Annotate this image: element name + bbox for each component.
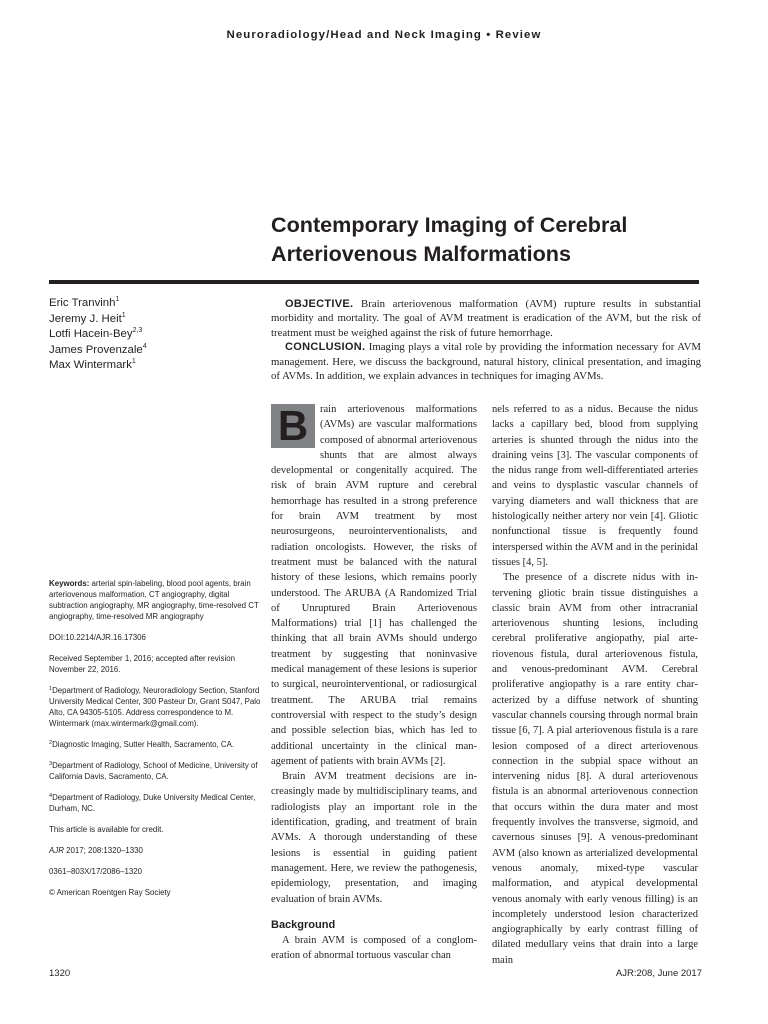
page-number: 1320 <box>49 968 71 979</box>
affiliation-4: $^4$Department of Radiology, Duke University Medical Center, Durham, NC. <box>49 793 256 813</box>
abstract-conclusion-label: CONCLUSION. <box>285 341 366 354</box>
body-paragraph: Brain AVM treatment decisions are increasingly made by multidisciplinary teams, and radiologists play an important role in the identification, grading, and treatment of brain AVMs. A thorough understanding of these lesions is essential in guiding patient management. Here, we review the pathogenesis, epidemiology, presentation, and imaging evaluation of brain AVMs. <box>271 771 477 905</box>
doi: DOI:10.2214/AJR.16.17306 <box>49 633 146 642</box>
section-heading: Background <box>271 918 336 931</box>
body-column-right <box>492 402 698 968</box>
copyright: © American Roentgen Ray Society <box>49 888 171 897</box>
body-paragraph: B rain arteriovenous malformations (AVMs) are vascular malformations composed of abnormal arteriovenous shunts that are almost always developmental or congenitally acquired. The risk of brain AVM rupture and cerebral hemorrhage has resulted in a strong preference for brain AVM treatment by most neurosurgeons, neurointerventionalists, and radiation oncologists. However, the risks of treatment must be balanced with the natural history of these lesions, which remains poorly understood. The ARUBA (A Randomized Trial of Unruptured Brain Arteriovenous Malformations) trial [1] has challenged the thinking that all brain AVMs should undergo treatment by suggesting that noninvasive medical management of these lesions is superior to surgical, neurointerventional, or radiosurgical treatment. The ARUBA trial remains controversial with respect to the study’s design and possible selection bias, which has led to additional uncertainty in the clinical management of patients with brain AVMs [2]. <box>271 402 477 767</box>
affiliation-2: $^2$Diagnostic Imaging, Sutter Health, Sacramento, CA. <box>49 740 235 749</box>
affiliation-3: $^3$Department of Radiology, School of Medicine, University of California Davis, Sacramento, CA. <box>49 761 258 781</box>
article-info-sidebar <box>49 578 261 908</box>
body-paragraph: nels referred to as a nidus. Because the nidus lacks a capillary bed, blood from supplying arteries is shunted through the nidus into the draining veins [3]. The vascular components of the nidus range from well-differentiated arteries and veins to dysplastic vascular channels of varying diameters and wall thickness that are histologically neither artery nor vein [4]. Gliotic nonfunctional tissue is frequently found interspersed within the AVM and in the perinidal tissues [4, 5]. <box>492 404 698 568</box>
author: James Provenzale$^4$ <box>49 342 147 356</box>
title-divider <box>49 280 699 284</box>
author: Jeremy J. Heit$^1$ <box>49 311 126 325</box>
journal-issue: AJR:208, June 2017 <box>615 968 702 979</box>
article-title <box>271 210 731 268</box>
article-title-line-1: Contemporary Imaging of Cerebral <box>271 212 628 237</box>
citation: AJR 2017; 208:1320–1330 <box>49 846 143 855</box>
abstract-conclusion: CONCLUSION. Imaging plays a vital role by providing the information necessary for AVM management. Here, we discuss the background, natural history, clinical presentation, and imaging of AVMs. In addition, we explain advances in techniques for imaging AVMs. <box>271 341 701 383</box>
body-paragraph: A brain AVM is composed of a conglomeration of abnormal tortuous vascular chan <box>271 934 477 962</box>
abstract <box>271 297 701 383</box>
received-date: Received September 1, 2016; accepted after revision November 22, 2016. <box>49 654 235 674</box>
running-head: Neuroradiology/Head and Neck Imaging • Review <box>226 29 542 41</box>
issn: 0361–803X/17/2086–1320 <box>49 867 143 876</box>
credit-note: This article is available for credit. <box>49 825 164 834</box>
article-title-line-2: Arteriovenous Malformations <box>271 241 571 266</box>
abstract-objective: OBJECTIVE. Brain arteriovenous malformation (AVM) rupture results in substantial morbidity and mortality. The goal of AVM treatment is eradication of the AVM, but the risk of treatment must be weighed against the risk of future hemorrhage. <box>271 298 701 339</box>
drop-cap: B <box>271 404 315 448</box>
author: Eric Tranvinh$^1$ <box>49 296 120 309</box>
author-list <box>49 296 249 374</box>
keywords: Keywords: arterial spin-labeling, blood pool agents, brain arteriovenous malformation, CT angiography, digital subtraction angiography, MR angiography, time-resolved CT angiography, time-resolved MR angiography <box>49 579 259 621</box>
author: Lotfi Hacein-Bey$^{2,3}$ <box>49 327 143 341</box>
author: Max Wintermark$^1$ <box>49 358 136 372</box>
body-column-left <box>271 402 477 963</box>
abstract-objective-label: OBJECTIVE. <box>285 298 354 310</box>
body-paragraph: The presence of a discrete nidus with intervening gliotic brain tissue distinguishes a classic brain AVM from other intracranial arteriovenous shunting lesions, including cerebral proliferative angiopathy, pial arteriovenous fistula, dural arteriovenous fistula, and venous-predominant AVM. Cerebral proliferative angiopathy is a rare entity characterized by a diffuse network of shunting vascular channels coursing through normal brain tissue [6, 7]. A pial arteriovenous fistula is a rare lesion composed of a direct arteriovenous connection in the subpial space without an intervening nidus [8]. A dural arteriovenous fistula is an abnormal arteriovenous connection that occurs within the dura mater and most frequently involves the transverse, sigmoid, and cavernous sinuses [9]. A venous-predominant AVM (also known as arterialized developmental venous anomaly, mixed-type vascular malformation, and atypical developmental venous anomaly with early venous filling) is an incompletely understood lesion characterized angiographically by early contrast filling of dilated medullary veins that drain into a large main <box>492 572 698 966</box>
affiliation-1: $^1$Department of Radiology, Neuroradiology Section, Stanford University Medical Center, 300 Pasteur Dr, Grant S047, Palo Alto, CA 94305-5105. Address correspondence to M. Wintermark (max.wintermark@gmail.com). <box>49 686 261 728</box>
